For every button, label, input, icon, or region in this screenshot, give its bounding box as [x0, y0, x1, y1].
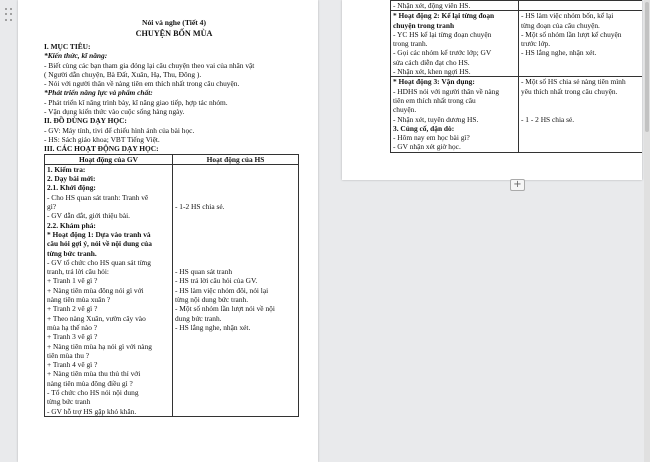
competency-list — [44, 98, 304, 117]
hs-activity-line: từng đoạn của câu chuyện. — [521, 20, 600, 30]
gv-activities-cell — [391, 77, 519, 152]
gv-activity-line: - Tổ chức cho HS nói nội dung — [47, 387, 139, 397]
gv-activity-line: + Nàng tiên mùa đông nói gì với — [47, 285, 144, 295]
hs-activities-cell — [519, 77, 643, 152]
hs-activity-line: - 1-2 HS chia sẻ. — [175, 202, 225, 212]
hs-activity-line: - Một số nhóm lần lượt nói về nội — [175, 304, 275, 314]
knowledge-line: ( Người dẫn chuyện, Bà Đất, Xuân, Hạ, Thu, Đông ). — [44, 69, 202, 79]
gv-activity-line: + Tranh 3 vẽ gì ? — [47, 332, 98, 342]
gv-activity-line: + Nàng tiên mùa hạ nói gì với nàng — [47, 341, 152, 351]
knowledge-list — [44, 61, 304, 89]
hs-activity-line: - HS làm việc nhóm bốn, kể lại — [521, 11, 614, 21]
competency-line: - Phát triển kĩ năng trình bày, kĩ năng giao tiếp, hợp tác nhóm. — [44, 97, 228, 107]
hs-activity-line — [175, 249, 296, 258]
gv-activity-line: câu hỏi gợi ý, nói về nội dung của — [47, 239, 152, 249]
hs-activity-line: từng nội dung bức tranh. — [175, 295, 249, 305]
gv-activity-line: nàng tiên mùa đông điều gì ? — [47, 378, 133, 388]
gv-activity-line: - Nhận xét, khen ngợi HS. — [393, 67, 471, 77]
hs-activity-line — [175, 258, 296, 267]
gv-activity-line: mùa hạ thế nào ? — [47, 322, 98, 332]
gv-activity-line: * Hoạt động 3: Vận dụng: — [393, 77, 475, 87]
lesson-title: CHUYỆN BỐN MÙA — [135, 29, 213, 38]
equipment-line: - HS: Sách giáo khoa; VBT Tiếng Việt. — [44, 134, 160, 144]
hs-activity-line — [175, 221, 296, 230]
knowledge-line: - Biết cùng các bạn tham gia đóng lại câu chuyện theo vai của nhân vật — [44, 60, 255, 70]
competency-line: - Vận dụng kiến thức vào cuộc sống hàng ngày. — [44, 107, 185, 117]
gv-activity-line: + Tranh 1 vẽ gì ? — [47, 276, 98, 286]
gv-activity-line: chuyện. — [393, 105, 417, 115]
table-row — [391, 77, 643, 152]
gv-activity-line: 2.2. Khám phá: — [47, 220, 96, 230]
section-equipment-heading: II. ĐỒ DÙNG DẠY HỌC: — [44, 116, 127, 126]
activities-table — [44, 154, 299, 417]
lesson-subtitle: Nói và nghe (Tiết 4) — [142, 18, 206, 27]
hs-activity-line: yêu thích nhất trong câu chuyện. — [521, 86, 618, 96]
hs-activity-line — [175, 239, 296, 248]
gv-activity-line: - HDHS nói với người thân về nàng — [393, 86, 500, 96]
section-activities-heading: III. CÁC HOẠT ĐỘNG DẠY HỌC: — [44, 144, 159, 154]
gv-activity-line: 1. Kiểm tra: — [47, 164, 86, 174]
gv-activity-line: - GV hỗ trợ HS gặp khó khăn. — [47, 406, 137, 416]
table-row — [45, 164, 299, 416]
gv-activity-line: * Hoạt động 1: Dựa vào tranh và — [47, 229, 151, 239]
table-header-row — [45, 154, 299, 164]
hs-activity-line — [175, 193, 296, 202]
hs-activity-line: - HS trả lời câu hỏi của GV. — [175, 276, 258, 286]
gv-activity-line: tranh, trả lời câu hỏi: — [47, 267, 109, 277]
hs-activities-cell — [173, 164, 299, 416]
hs-activity-line — [175, 183, 296, 192]
gv-activity-line: - Gọi các nhóm kể trước lớp; GV — [393, 48, 492, 58]
equipment-list — [44, 126, 304, 145]
gv-activity-line: 2.1. Khởi động: — [47, 183, 96, 193]
gv-activity-line: - YC HS kể lại từng đoạn chuyện — [393, 29, 492, 39]
gv-activity-line: chuyện trong tranh — [393, 20, 455, 30]
section-objectives-heading: I. MỤC TIÊU: — [44, 42, 91, 51]
document-page-2 — [342, 0, 642, 180]
table-header-hs: Hoạt động của HS — [173, 154, 299, 164]
drag-handle-icon[interactable] — [5, 8, 13, 22]
scrollbar-thumb[interactable] — [645, 2, 649, 132]
hs-activity-line — [521, 1, 640, 10]
knowledge-line: - Nói với người thân về nàng tiên em thích nhất trong câu chuyện. — [44, 79, 240, 89]
hs-activity-line: - HS quan sát tranh — [175, 267, 233, 277]
hs-activity-line: - HS lắng nghe, nhận xét. — [521, 48, 597, 58]
hs-activity-line: trước lớp. — [521, 39, 551, 49]
gv-activity-line: - Nhận xét, tuyên dương HS. — [393, 114, 479, 124]
gv-activity-line: + Nàng tiên mùa thu thủ thỉ với — [47, 369, 141, 379]
hs-activity-line — [175, 230, 296, 239]
gv-activity-line: * Hoạt động 2: Kể lại từng đoạn — [393, 11, 495, 21]
gv-activity-line: 3. Củng cố, dặn dò: — [393, 123, 455, 133]
hs-activity-line — [521, 105, 640, 114]
gv-activity-line: - Cho HS quan sát tranh: Tranh vẽ — [47, 192, 149, 202]
gv-activities-cell — [391, 1, 519, 11]
hs-activity-line: - Một số HS chia sẻ nàng tiên mình — [521, 77, 626, 87]
gv-activity-line: - Hôm nay em học bài gì? — [393, 133, 470, 143]
hs-activity-line: dung bức tranh. — [175, 313, 222, 323]
gv-activities-cell — [391, 11, 519, 77]
knowledge-heading: *Kiến thức, kĩ năng: — [44, 51, 108, 61]
gv-activity-line: nàng tiên mùa xuân ? — [47, 295, 111, 305]
hs-activities-cell — [519, 11, 643, 77]
hs-activity-line: - HS làm việc nhóm đôi, nói lại — [175, 285, 269, 295]
gv-activity-line: - Nhận xét, động viên HS. — [393, 1, 471, 10]
gv-activity-line: 2. Dạy bài mới: — [47, 174, 96, 184]
gv-activity-line: sửa cách diễn đạt cho HS. — [393, 57, 470, 67]
gv-activity-line: + Tranh 2 vẽ gì ? — [47, 304, 98, 314]
table-row — [391, 1, 643, 11]
gv-activity-line: + Theo nàng Xuân, vườn cây vào — [47, 313, 146, 323]
gv-activity-line: - GV nhận xét giờ học. — [393, 142, 461, 152]
gv-activity-line: tiên mùa thu ? — [47, 350, 90, 360]
gv-activity-line: trong tranh. — [393, 39, 428, 49]
hs-activity-line — [175, 165, 296, 174]
hs-activity-line — [521, 96, 640, 105]
hs-activity-line — [175, 211, 296, 220]
gv-activity-line: + Tranh 4 vẽ gì ? — [47, 360, 98, 370]
hs-activity-line: - 1 - 2 HS chia sẻ. — [521, 114, 575, 124]
gv-activity-line: - GV tổ chức cho HS quan sát từng — [47, 257, 151, 267]
gv-activity-line: tiên em thích nhất trong câu — [393, 95, 476, 105]
gv-activities-cell — [45, 164, 173, 416]
gv-activity-line: từng bức tranh — [47, 397, 91, 407]
gv-activity-line: - GV dẫn dắt, giới thiệu bài. — [47, 211, 131, 221]
hs-activities-cell — [519, 1, 643, 11]
equipment-line: - GV: Máy tính, tivi để chiếu hình ảnh của bài học. — [44, 125, 195, 135]
hs-activity-line: - HS lắng nghe, nhận xét. — [175, 322, 251, 332]
add-page-button[interactable]: + — [510, 179, 525, 191]
hs-activity-line — [175, 174, 296, 183]
document-page-1 — [18, 0, 318, 462]
table-row — [391, 11, 643, 77]
gv-activity-line: gì? — [47, 202, 57, 212]
gv-activity-line: từng bức tranh. — [47, 248, 97, 258]
activities-table-continued — [390, 0, 642, 153]
table-header-gv: Hoạt động của GV — [45, 154, 173, 164]
competency-heading: *Phát triển năng lực và phẩm chất: — [44, 88, 153, 98]
hs-activity-line: - Một số nhóm lần lượt kể chuyện — [521, 29, 622, 39]
